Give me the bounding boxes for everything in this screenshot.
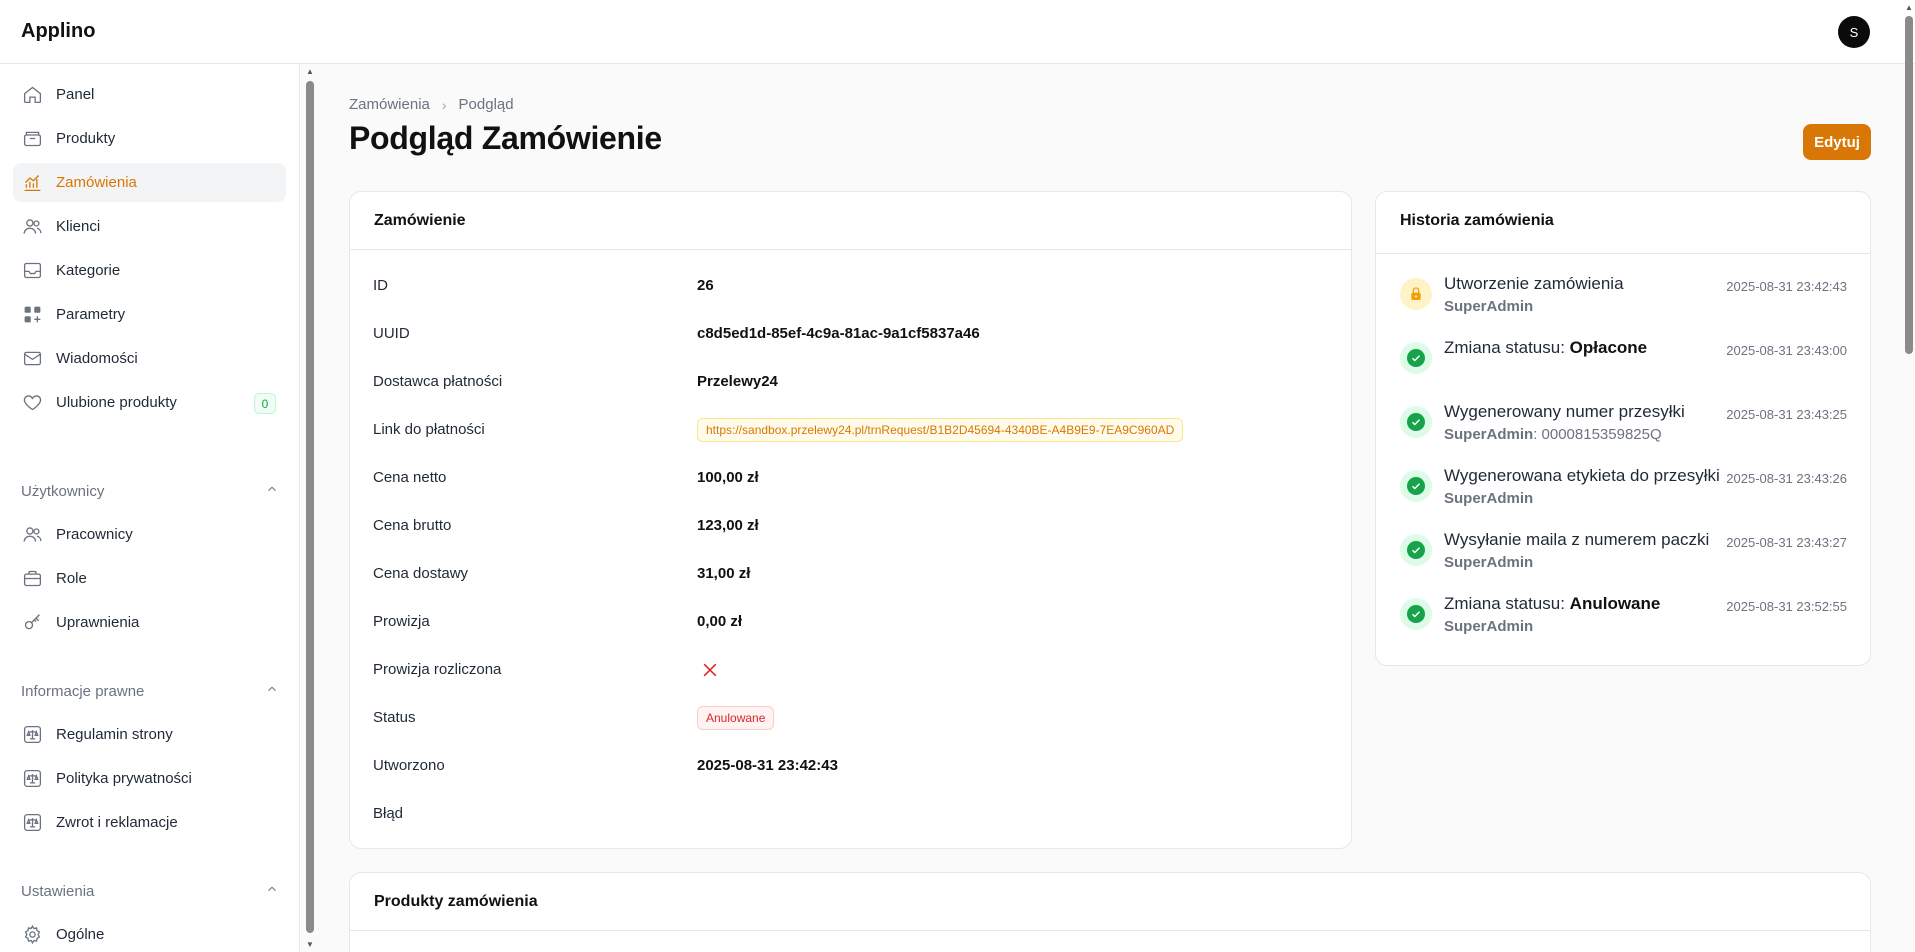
sidebar-item-regulamin-strony[interactable] [13, 715, 286, 754]
history-event-time: 2025-08-31 23:43:27 [1726, 535, 1847, 550]
gear-icon [21, 924, 43, 946]
check-circle-icon [1400, 598, 1432, 630]
sidebar-item-uprawnienia[interactable] [13, 603, 286, 642]
scale-icon [21, 768, 43, 790]
scale-icon [21, 812, 43, 834]
history-event-time: 2025-08-31 23:43:25 [1726, 407, 1847, 422]
sidebar-item-label: Zamówienia [56, 174, 137, 191]
history-event-title: Zmiana statusu: Anulowane [1444, 594, 1661, 613]
history-event-time: 2025-08-31 23:42:43 [1726, 279, 1847, 294]
sidebar-item-label: Ogólne [56, 926, 105, 943]
sidebar-item-label: Pracownicy [56, 526, 133, 543]
sidebar-scroll-thumb[interactable] [306, 81, 314, 933]
sidebar-item-label: Wiadomości [56, 350, 138, 367]
breadcrumb-current: Podgląd [458, 96, 514, 113]
sidebar-item-zwrot-i-reklamacje[interactable] [13, 803, 286, 842]
order-field-label: Błąd [373, 805, 404, 822]
app-logo[interactable]: Applino [21, 20, 96, 42]
sidebar-scrollbar[interactable] [305, 64, 315, 952]
user-avatar[interactable]: S [1838, 16, 1870, 48]
order-field-label: UUID [373, 325, 410, 342]
briefcase-icon [21, 568, 43, 590]
x-icon [700, 660, 720, 680]
sidebar-item-label: Panel [56, 86, 95, 103]
chevron-right-icon: › [441, 96, 447, 113]
scroll-up-arrow[interactable]: ▲ [306, 66, 314, 76]
box-icon [21, 128, 43, 150]
page-scrollbar[interactable] [1904, 0, 1914, 952]
breadcrumb [349, 96, 514, 113]
divider [350, 249, 1351, 250]
inbox-icon [21, 260, 43, 282]
sidebar-item-pracownicy[interactable] [13, 515, 286, 554]
home-icon [21, 84, 43, 106]
sidebar-item-label: Klienci [56, 218, 101, 235]
heart-icon [21, 392, 43, 414]
history-event-user: SuperAdmin [1444, 298, 1534, 315]
page-scroll-up-arrow[interactable]: ▲ [1905, 2, 1913, 12]
history-card-title: Historia zamówienia [1400, 212, 1554, 229]
users-icon [21, 216, 43, 238]
order-card [349, 191, 1352, 849]
status-badge: Anulowane [697, 706, 774, 730]
page-scroll-thumb[interactable] [1905, 16, 1913, 354]
lock-icon [1400, 278, 1432, 310]
favorites-count-badge: 0 [254, 393, 276, 414]
order-field-value: 31,00 zł [697, 565, 751, 582]
order-card-title: Zamówienie [374, 212, 466, 229]
page-title: Podgląd Zamówienie [349, 120, 662, 156]
sidebar-item-parametry[interactable] [13, 295, 286, 334]
edit-button[interactable]: Edytuj [1803, 124, 1871, 160]
sidebar-item-polityka-prywatności[interactable] [13, 759, 286, 798]
sidebar-group-label: Informacje prawne [21, 682, 145, 700]
sidebar-item-ulubione-produkty[interactable] [13, 383, 286, 422]
order-field-label: ID [373, 277, 388, 294]
order-field-value: 0,00 zł [697, 613, 743, 630]
order-field-value: Przelewy24 [697, 373, 778, 390]
order-field-label: Prowizja [373, 613, 430, 630]
check-circle-icon [1400, 342, 1432, 374]
sidebar-item-label: Produkty [56, 130, 116, 147]
history-event-user: SuperAdmin: 0000815359825Q [1444, 426, 1662, 443]
sidebar-item-panel[interactable] [13, 75, 286, 114]
top-bar [0, 0, 1915, 64]
check-circle-icon [1400, 406, 1432, 438]
check-circle-icon [1400, 470, 1432, 502]
order-field-value: c8d5ed1d-85ef-4c9a-81ac-9a1cf5837a46 [697, 325, 980, 342]
history-event-user: SuperAdmin [1444, 554, 1534, 571]
history-card [1375, 191, 1871, 666]
divider [350, 930, 1870, 931]
payment-link[interactable]: https://sandbox.przelewy24.pl/trnRequest/B1B2D45694-4340BE-A4B9E9-7EA9C960AD [697, 418, 1183, 442]
scroll-down-arrow[interactable]: ▼ [306, 939, 314, 949]
chart-icon [21, 172, 43, 194]
history-event-time: 2025-08-31 23:43:00 [1726, 343, 1847, 358]
sidebar-item-produkty[interactable] [13, 119, 286, 158]
sidebar-item-ogólne[interactable] [13, 915, 286, 952]
order-field-value: 2025-08-31 23:42:43 [697, 757, 838, 774]
sidebar-group-toggle[interactable] [21, 680, 281, 702]
sidebar-item-label: Zwrot i reklamacje [56, 814, 178, 831]
order-field-value: 100,00 zł [697, 469, 759, 486]
order-field-label: Status [373, 709, 416, 726]
history-event-title: Wysyłanie maila z numerem paczki [1444, 530, 1710, 549]
sidebar-item-label: Uprawnienia [56, 614, 140, 631]
products-card-title: Produkty zamówienia [374, 893, 538, 910]
order-field-label: Prowizja rozliczona [373, 661, 502, 678]
check-circle-icon [1400, 534, 1432, 566]
order-field-label: Cena netto [373, 469, 447, 486]
mail-icon [21, 348, 43, 370]
sidebar-item-label: Role [56, 570, 87, 587]
sidebar-group-label: Użytkownicy [21, 482, 105, 500]
history-event-title: Wygenerowany numer przesyłki [1444, 402, 1685, 421]
history-event-title: Zmiana statusu: Opłacone [1444, 338, 1648, 357]
sidebar-item-label: Ulubione produkty [56, 394, 177, 411]
order-field-label: Dostawca płatności [373, 373, 503, 390]
order-field-label: Utworzono [373, 757, 445, 774]
sidebar-item-label: Polityka prywatności [56, 770, 192, 787]
sidebar-item-wiadomości[interactable] [13, 339, 286, 378]
users-icon [21, 524, 43, 546]
chevron-up-icon [265, 482, 281, 500]
breadcrumb-parent-link[interactable]: Zamówienia [349, 96, 430, 113]
history-event-title: Utworzenie zamówienia [1444, 274, 1624, 293]
history-event-title: Wygenerowana etykieta do przesyłki [1444, 466, 1720, 485]
sidebar-item-kategorie[interactable] [13, 251, 286, 290]
order-field-label: Cena dostawy [373, 565, 469, 582]
chevron-up-icon [265, 882, 281, 900]
history-event-user: SuperAdmin [1444, 618, 1534, 635]
sidebar-group-label: Ustawienia [21, 882, 95, 900]
sidebar-item-role[interactable] [13, 559, 286, 598]
history-event-time: 2025-08-31 23:43:26 [1726, 471, 1847, 486]
products-card [349, 872, 1871, 952]
sidebar-group-toggle[interactable] [21, 480, 281, 502]
chevron-up-icon [265, 682, 281, 700]
history-event-time: 2025-08-31 23:52:55 [1726, 599, 1847, 614]
scale-icon [21, 724, 43, 746]
sidebar-item-label: Regulamin strony [56, 726, 173, 743]
sidebar-item-zamówienia[interactable] [13, 163, 286, 202]
sidebar-item-klienci[interactable] [13, 207, 286, 246]
order-field-label: Cena brutto [373, 517, 452, 534]
history-event-user: SuperAdmin [1444, 490, 1534, 507]
sidebar-item-label: Parametry [56, 306, 126, 323]
order-field-value: 26 [697, 277, 714, 294]
sidebar [0, 64, 300, 952]
divider [1376, 253, 1870, 254]
order-field-label: Link do płatności [373, 421, 485, 438]
sidebar-item-label: Kategorie [56, 262, 121, 279]
order-field-value: 123,00 zł [697, 517, 759, 534]
sidebar-group-toggle[interactable] [21, 880, 281, 902]
grid-plus-icon [21, 304, 43, 326]
key-icon [21, 612, 43, 634]
